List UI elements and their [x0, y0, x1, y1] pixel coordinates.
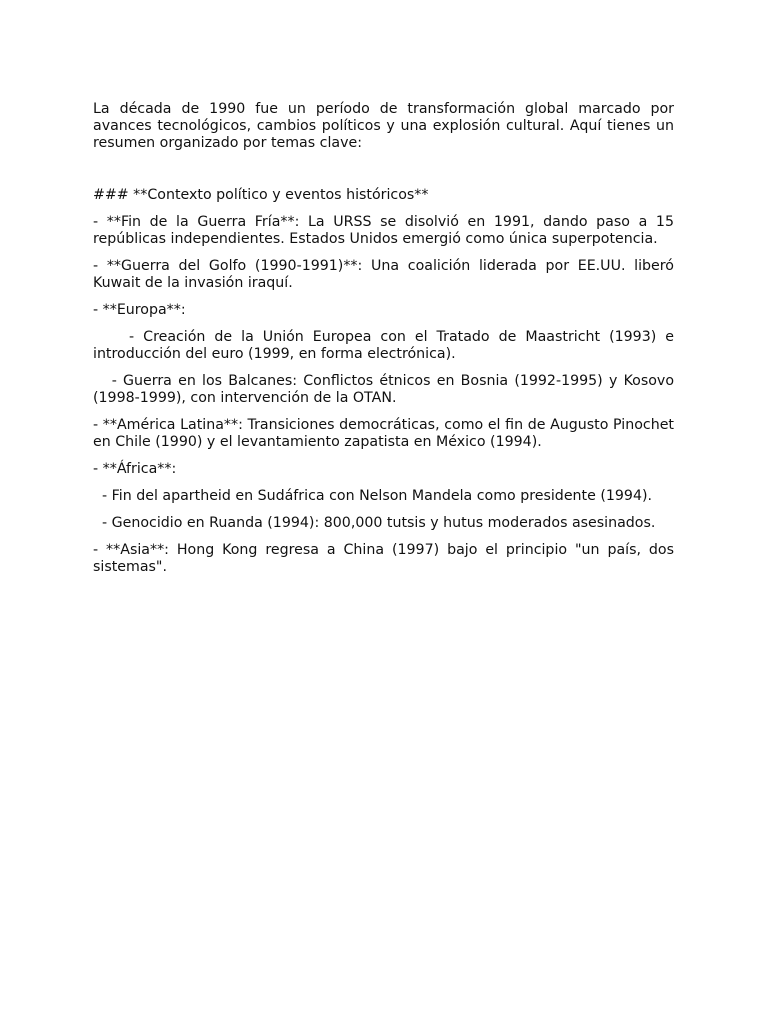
- paragraph-guerra-golfo: - **Guerra del Golfo (1990-1991)**: Una coalición liderada por EE.UU. liberó Kuwait de la invasión iraquí.: [93, 258, 679, 291]
- section-heading: ### **Contexto político y eventos históricos**: [93, 187, 429, 203]
- paragraph-europa: - **Europa**:: [93, 302, 186, 318]
- intro-paragraph: La década de 1990 fue un período de transformación global marcado por avances tecnológicos, cambios políticos y una explosión cultural. Aquí tienes un resumen organizado por temas clave:: [93, 101, 679, 151]
- paragraph-africa: - **África**:: [93, 461, 177, 477]
- paragraph-apartheid: - Fin del apartheid en Sudáfrica con Nelson Mandela como presidente (1994).: [93, 488, 653, 504]
- paragraph-asia: - **Asia**: Hong Kong regresa a China (1997) bajo el principio "un país, dos sistemas".: [93, 542, 679, 575]
- paragraph-guerra-fria: - **Fin de la Guerra Fría**: La URSS se disolvió en 1991, dando paso a 15 repúblicas independientes. Estados Unidos emergió como única superpotencia.: [93, 214, 679, 247]
- paragraph-union-europea: - Creación de la Unión Europea con el Tratado de Maastricht (1993) e introducción del euro (1999, en forma electrónica).: [93, 329, 679, 362]
- paragraph-ruanda: - Genocidio en Ruanda (1994): 800,000 tutsis y hutus moderados asesinados.: [93, 515, 656, 531]
- paragraph-america-latina: - **América Latina**: Transiciones democráticas, como el fin de Augusto Pinochet en Chile (1990) y el levantamiento zapatista en México (1994).: [93, 417, 679, 450]
- paragraph-balcanes: - Guerra en los Balcanes: Conflictos étnicos en Bosnia (1992-1995) y Kosovo (1998-1999), con intervención de la OTAN.: [93, 373, 679, 406]
